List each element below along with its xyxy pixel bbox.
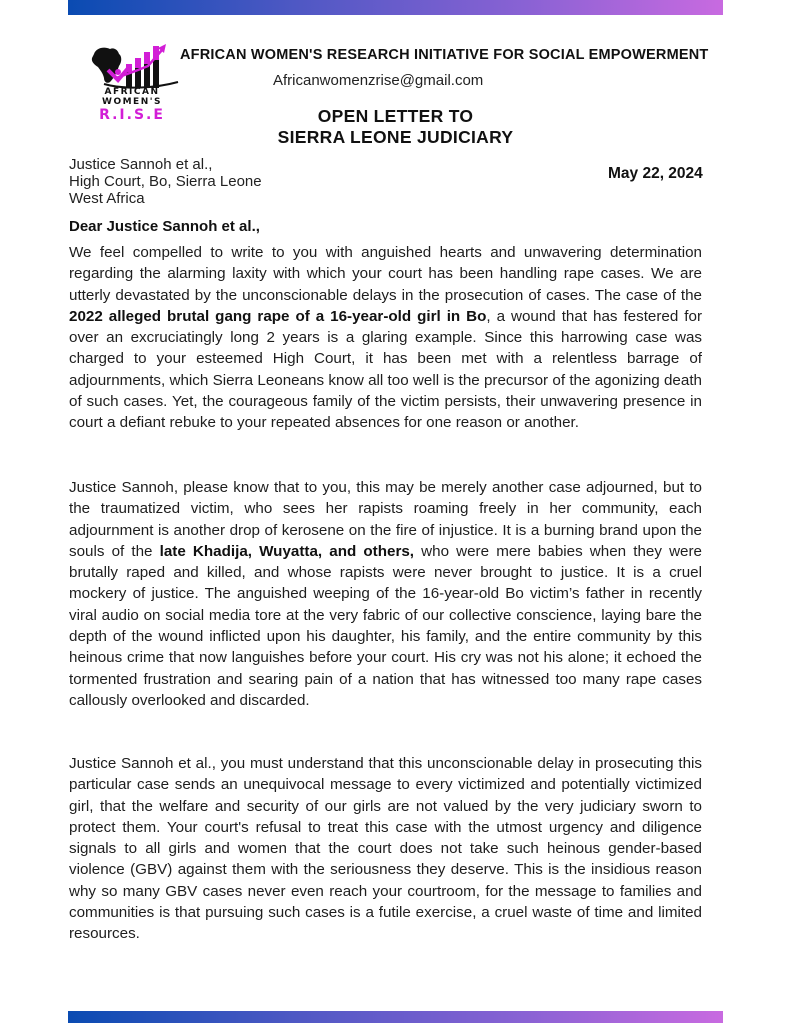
letter-date: May 22, 2024: [608, 165, 703, 182]
paragraph-emphasis: late Khadija, Wuyatta, and others,: [159, 542, 415, 560]
logo-text-womens: WOMEN'S: [102, 97, 162, 107]
body-paragraph-1: [69, 242, 702, 434]
paragraph-text: We feel compelled to write to you with anguished hearts and unwavering determination regarding the alarming laxity with which your court has been handling rape cases. We are utterly devastated by the unconscionable delays in the prosecution of cases. The case of the: [69, 244, 702, 304]
recipient-line: High Court, Bo, Sierra Leone: [69, 173, 262, 190]
salutation: Dear Justice Sannoh et al.,: [69, 218, 260, 235]
logo-text-rise: R.I.S.E: [99, 107, 165, 123]
recipient-line: West Africa: [69, 190, 145, 207]
recipient-line: Justice Sannoh et al.,: [69, 156, 213, 173]
paragraph-text: who were mere babies when they were brutally raped and killed, and whose rapists were never brought to justice. It is a cruel mockery of justice. The anguished weeping of the 16-year-old Bo victim’s father in recently viral audio on social media tore at the very fabric of our collective conscience, laying bare the depth of the wound inflicted upon his daughter, his family, and the entire community by this heinous crime that now languishes before your court. His cry was not his alone; it echoed the tormented frustration and searing pain of a nation that has witnessed too many rape cases callously overlooked and discarded.: [69, 542, 702, 709]
footer-gradient-bar: [68, 1011, 723, 1023]
paragraph-emphasis: 2022 alleged brutal gang rape of a 16-year-old girl in Bo: [69, 307, 487, 325]
africa-chart-arrow-icon: [86, 40, 186, 90]
body-paragraph-2: [69, 477, 702, 711]
body-paragraph-3: Justice Sannoh et al., you must understand that this unconscionable delay in prosecuting this particular case sends an unequivocal message to every victimized and potentially victimized girl, that the welfare and security of our girls are not valued by the very judiciary sworn to protect them. Your court's refusal to treat this case with the utmost urgency and diligence signals to all girls and women that the court does not take such heinous gender-based violence (GBV) against them with the seriousness they deserve. This is the insidious reason why so many GBV cases never even reach your courtroom, for the message to families and communities is that pursuing such cases is a futile exercise, a cruel waste of time and limited resources.: [69, 755, 702, 943]
org-name: AFRICAN WOMEN'S RESEARCH INITIATIVE FOR SOCIAL EMPOWERMENT: [180, 47, 709, 63]
letter-title: [0, 106, 791, 148]
letter-title-line1: OPEN LETTER TO: [317, 106, 474, 126]
paragraph-text: Justice Sannoh, please know that to you, this may be merely another case adjourned, but to the traumatized victim, who sees her rapists roaming freely in her community, each adjournment is another drop of kerosene on the fire of injustice. It is a burning brand upon the souls of the: [69, 479, 702, 560]
recipient-address: [69, 156, 262, 207]
letter-title-line2: SIERRA LEONE JUDICIARY: [277, 127, 514, 147]
logo-text-african: AFRICAN: [104, 87, 160, 97]
header-gradient-bar: [68, 0, 723, 15]
paragraph-text: , a wound that has festered for over an excruciatingly long 2 years is a glaring example. Since this harrowing case was charged to your esteemed High Court, it has been met with a relentless barrage of adjournments, which Sierra Leoneans know all too well is the precursor of the agonizing death of such cases. Yet, the courageous family of the victim persists, their unwavering presence in court a defiant rebuke to your repeated absences for one reason or another.: [69, 307, 702, 432]
org-email[interactable]: Africanwomenzrise@gmail.com: [273, 72, 484, 89]
